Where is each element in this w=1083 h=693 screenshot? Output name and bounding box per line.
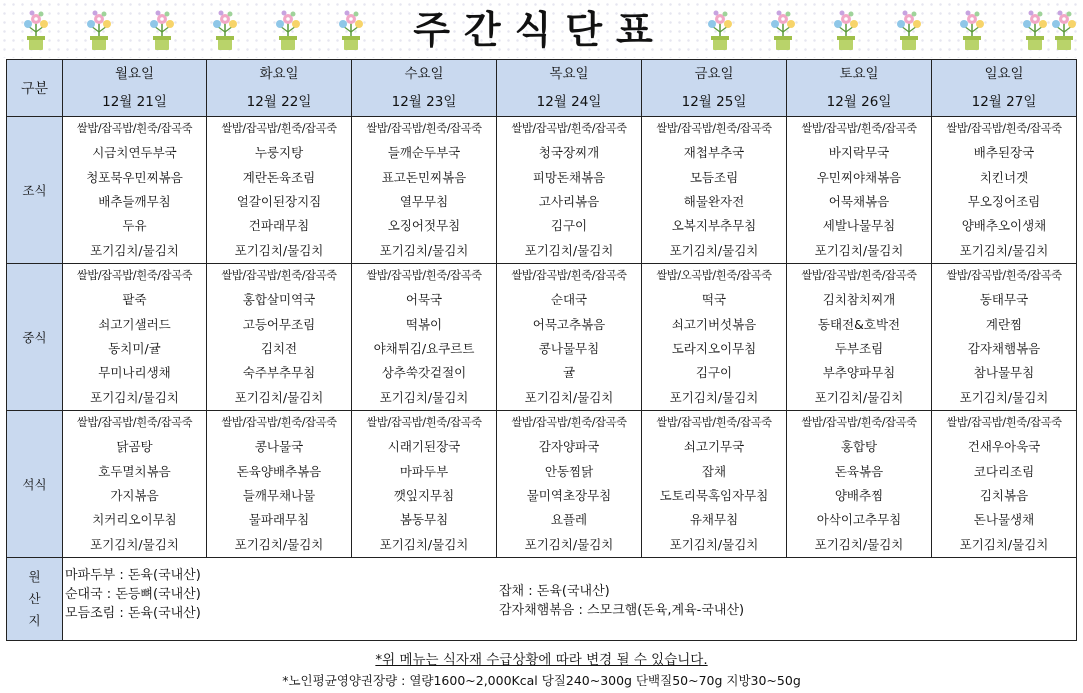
menu-item: 피망돈채볶음 [532, 169, 606, 185]
day-header [352, 60, 497, 117]
rice-option: 쌀밥/잡곡밥/흰죽/잡곡죽 [656, 416, 772, 430]
meal-label: 석식 [7, 411, 63, 558]
meal-cell [787, 411, 932, 558]
menu-item: 포기김치/물김치 [669, 242, 759, 258]
rice-option: 쌀밥/잡곡밥/흰죽/잡곡죽 [946, 416, 1062, 430]
menu-item: 감자양파국 [538, 439, 600, 455]
menu-item: 건새우아욱국 [967, 439, 1041, 455]
menu-item: 도토리묵혹임자무침 [659, 488, 769, 503]
menu-item: 배추된장국 [973, 145, 1035, 161]
menu-item: 순대국 [550, 292, 588, 308]
rice-option: 쌀밥/잡곡밥/흰죽/잡곡죽 [366, 269, 482, 283]
menu-item: 요플레 [550, 512, 588, 528]
origin-label [7, 558, 63, 641]
rice-option: 쌀밥/잡곡밥/흰죽/잡곡죽 [511, 269, 627, 283]
menu-item: 포기김치/물김치 [524, 536, 614, 552]
meal-cell [642, 117, 787, 264]
menu-item: 우민찌야채볶음 [816, 169, 902, 185]
menu-item: 열무무침 [399, 194, 449, 209]
day-header [932, 60, 1077, 117]
flower-pot-icon [832, 8, 860, 52]
meal-cell [642, 411, 787, 558]
menu-item: 상추쑥갓겉절이 [381, 365, 467, 381]
menu-item: 어묵채볶음 [828, 194, 890, 209]
menu-change-notice: *위 메뉴는 식자재 수급상황에 따라 변경 될 수 있습니다. [375, 652, 708, 668]
day-name: 화요일 [259, 66, 299, 82]
menu-item: 오징어젓무침 [387, 218, 461, 234]
menu-item: 청국장찌개 [538, 145, 600, 161]
origin-entry: 잡채 : 돈육(국내산) [499, 584, 610, 599]
menu-item: 계란돈육조림 [242, 169, 316, 185]
meal-cell [63, 411, 207, 558]
menu-item: 쇠고기샐러드 [98, 316, 171, 332]
corner-label: 구분 [7, 60, 63, 117]
menu-item: 돈육볶음 [834, 463, 884, 479]
menu-item: 치커리오이무침 [92, 512, 177, 528]
menu-item: 모듬조림 [689, 169, 739, 185]
meal-cell [932, 264, 1077, 411]
day-date: 12월 24일 [536, 94, 602, 110]
menu-item: 부추양파무침 [822, 365, 896, 381]
menu-item: 포기김치/물김치 [379, 242, 469, 258]
day-name: 월요일 [114, 66, 155, 82]
flower-pot-icon [337, 8, 365, 52]
menu-item: 바지락무국 [828, 145, 890, 161]
rice-option: 쌀밥/잡곡밥/흰죽/잡곡죽 [656, 122, 772, 136]
origin-entry: 모듬조림 : 돈육(국내산) [65, 606, 201, 621]
menu-item: 잡채 [701, 463, 727, 479]
flower-pot-icon [895, 8, 923, 52]
menu-item: 코다리조림 [973, 463, 1035, 479]
menu-item: 김치전 [260, 341, 298, 356]
meal-cell [497, 264, 642, 411]
menu-item: 포기김치/물김치 [234, 536, 324, 552]
menu-item: 아삭이고추무침 [816, 512, 902, 528]
menu-item: 안동찜닭 [544, 463, 594, 479]
day-name: 금요일 [694, 66, 734, 82]
menu-item: 포기김치/물김치 [90, 536, 179, 552]
menu-item: 포기김치/물김치 [669, 536, 759, 552]
meal-cell [497, 411, 642, 558]
flower-pot-icon [1050, 8, 1078, 52]
rice-option: 쌀밥/잡곡밥/흰죽/잡곡죽 [801, 416, 917, 430]
menu-item: 팥죽 [122, 292, 147, 308]
menu-item: 재첩부추국 [683, 145, 745, 161]
menu-item: 청포묵우민찌볶음 [86, 169, 183, 185]
day-date: 12월 23일 [391, 94, 457, 110]
meal-cell [932, 117, 1077, 264]
menu-item: 포기김치/물김치 [379, 389, 469, 405]
meal-cell [207, 411, 352, 558]
menu-item: 홍합탕 [840, 439, 878, 455]
menu-item: 떡볶이 [405, 316, 443, 332]
menu-item: 고사리볶음 [538, 194, 600, 209]
meal-cell [63, 117, 207, 264]
meal-cell [352, 264, 497, 411]
rice-option: 쌀밥/잡곡밥/흰죽/잡곡죽 [946, 122, 1062, 136]
meal-cell [63, 264, 207, 411]
meal-cell [787, 117, 932, 264]
menu-item: 무오징어조림 [967, 194, 1041, 209]
menu-item: 쇠고기버섯볶음 [671, 316, 757, 332]
menu-item: 건파래무침 [248, 218, 310, 234]
menu-item: 포기김치/물김치 [524, 242, 614, 258]
menu-item: 김치볶음 [979, 488, 1029, 503]
menu-item: 들깨순두부국 [387, 145, 461, 161]
flower-pot-icon [211, 8, 239, 52]
day-date: 12월 27일 [971, 94, 1037, 110]
day-header [497, 60, 642, 117]
meal-cell [642, 264, 787, 411]
menu-item: 야채튀김/요쿠르트 [373, 341, 475, 356]
menu-item: 포기김치/물김치 [379, 536, 469, 552]
menu-item: 마파두부 [399, 463, 449, 479]
day-header [207, 60, 352, 117]
menu-item: 양배추오이생채 [961, 218, 1047, 234]
menu-item: 포기김치/물김치 [524, 389, 614, 405]
rice-option: 쌀밥/잡곡밥/흰죽/잡곡죽 [801, 122, 917, 136]
origin-entry: 순대국 : 돈등뼈(국내산) [65, 587, 201, 602]
menu-item: 감자채햄볶음 [967, 341, 1041, 356]
origin-row [7, 558, 1077, 641]
meal-label: 중식 [7, 264, 63, 411]
menu-item: 쇠고기무국 [683, 439, 745, 455]
menu-item: 얼갈이된장지짐 [236, 194, 322, 209]
origin-label-char: 산 [28, 591, 41, 606]
day-header [642, 60, 787, 117]
origin-list-left [65, 566, 201, 623]
menu-item: 동치미/귤 [108, 341, 161, 356]
origin-label-char: 원 [28, 569, 41, 584]
menu-item: 김구이 [550, 218, 588, 234]
menu-item: 콩나물국 [254, 439, 304, 455]
rice-option: 쌀밥/잡곡밥/흰죽/잡곡죽 [221, 122, 337, 136]
meal-row [7, 117, 1077, 264]
meal-cell [932, 411, 1077, 558]
weekly-menu-table [6, 59, 1077, 641]
day-name: 토요일 [839, 66, 879, 82]
menu-item: 포기김치/물김치 [234, 389, 324, 405]
menu-item: 표고돈민찌볶음 [381, 169, 467, 185]
flower-pot-icon [274, 8, 302, 52]
menu-item: 해물완자전 [683, 194, 745, 209]
origin-label-char: 지 [28, 613, 41, 628]
menu-item: 계란찜 [985, 316, 1023, 332]
menu-item: 들깨무채나물 [242, 488, 316, 503]
origin-entry: 감자채햄볶음 : 스모크햄(돈육,계육-국내산) [499, 603, 745, 618]
menu-item: 고등어무조림 [242, 316, 316, 332]
menu-item: 숙주부추무침 [242, 365, 316, 381]
rice-option: 쌀밥/잡곡밥/흰죽/잡곡죽 [366, 122, 482, 136]
day-name: 수요일 [404, 66, 444, 82]
menu-item: 포기김치/물김치 [814, 389, 904, 405]
menu-item: 유채무침 [689, 512, 739, 528]
menu-item: 닭곰탕 [116, 439, 153, 455]
menu-item: 두부조림 [834, 341, 884, 356]
flower-pot-icon [148, 8, 176, 52]
day-name: 일요일 [984, 66, 1024, 82]
menu-item: 포기김치/물김치 [959, 242, 1049, 258]
menu-item: 누룽지탕 [254, 145, 304, 161]
menu-item: 포기김치/물김치 [234, 242, 324, 258]
menu-item: 포기김치/물김치 [814, 536, 904, 552]
meal-cell [207, 117, 352, 264]
meal-cell [352, 117, 497, 264]
meal-row [7, 264, 1077, 411]
menu-item: 떡국 [701, 292, 727, 308]
origin-entry: 마파두부 : 돈육(국내산) [65, 568, 201, 583]
menu-item: 시래기된장국 [387, 439, 461, 455]
menu-item: 무미나리생채 [98, 365, 171, 381]
day-header-row [7, 60, 1077, 117]
menu-item: 포기김치/물김치 [669, 389, 759, 405]
page-header [0, 0, 1083, 58]
menu-item: 물미역초장무침 [526, 488, 612, 503]
menu-item: 호두멸치볶음 [98, 463, 171, 479]
menu-item: 도라지오이무침 [671, 341, 757, 356]
flower-pot-icon [85, 8, 113, 52]
day-date: 12월 26일 [826, 94, 892, 110]
rice-option: 쌀밥/잡곡밥/흰죽/잡곡죽 [221, 269, 337, 283]
day-header [63, 60, 207, 117]
flower-pot-icon [769, 8, 797, 52]
menu-item: 가지볶음 [110, 488, 159, 503]
menu-item: 김구이 [695, 365, 733, 381]
rice-option: 쌀밥/잡곡밥/흰죽/잡곡죽 [221, 416, 337, 430]
menu-item: 시금치연두부국 [92, 145, 177, 161]
menu-item: 동태전&호박전 [817, 316, 901, 332]
day-name: 목요일 [549, 66, 589, 82]
day-date: 12월 22일 [246, 94, 312, 110]
menu-item: 치킨너겟 [979, 169, 1029, 185]
menu-item: 포기김치/물김치 [814, 242, 904, 258]
menu-item: 배추들깨무침 [98, 194, 171, 209]
menu-item: 동태무국 [979, 292, 1029, 308]
menu-item: 포기김치/물김치 [90, 242, 179, 258]
menu-item: 물파래무침 [248, 512, 310, 528]
nutrition-guideline: *노인평균영양권장량 : 열량1600~2,000Kcal 당질240~300g 단백질50~70g 지방30~50g [282, 673, 801, 688]
day-date: 12월 25일 [681, 94, 747, 110]
origin-list-right [499, 582, 744, 620]
menu-item: 참나물무침 [973, 365, 1035, 381]
menu-item: 세발나물무침 [822, 218, 896, 234]
rice-option: 쌀밥/잡곡밥/흰죽/잡곡죽 [511, 122, 627, 136]
rice-option: 쌀밥/잡곡밥/흰죽/잡곡죽 [511, 416, 627, 430]
origin-details [63, 558, 1077, 641]
menu-item: 오복지부추무침 [671, 218, 757, 234]
day-date: 12월 21일 [102, 94, 167, 110]
flower-pot-icon [1021, 8, 1049, 52]
menu-item: 봄동무침 [399, 512, 449, 528]
menu-item: 포기김치/물김치 [959, 389, 1049, 405]
day-header [787, 60, 932, 117]
menu-item: 귤 [562, 365, 576, 381]
meal-cell [207, 264, 352, 411]
meal-label: 조식 [7, 117, 63, 264]
flower-pot-icon [706, 8, 734, 52]
menu-item: 홍합살미역국 [242, 292, 316, 308]
menu-item: 양배추찜 [834, 488, 884, 503]
rice-option: 쌀밥/잡곡밥/흰죽/잡곡죽 [76, 416, 193, 430]
rice-option: 쌀밥/잡곡밥/흰죽/잡곡죽 [76, 269, 193, 283]
flower-pot-icon [958, 8, 986, 52]
meal-cell [787, 264, 932, 411]
meal-cell [497, 117, 642, 264]
menu-item: 어묵고추볶음 [532, 316, 606, 332]
menu-item: 포기김치/물김치 [959, 536, 1049, 552]
flower-pot-icon [22, 8, 50, 52]
rice-option: 쌀밥/오곡밥/흰죽/잡곡죽 [656, 269, 772, 283]
meal-row [7, 411, 1077, 558]
rice-option: 쌀밥/잡곡밥/흰죽/잡곡죽 [76, 122, 193, 136]
menu-item: 두유 [122, 218, 147, 234]
menu-item: 포기김치/물김치 [90, 389, 179, 405]
menu-item: 돈육양배추볶음 [236, 463, 322, 479]
menu-item: 깻잎지무침 [393, 488, 455, 503]
menu-item: 콩나물무침 [538, 341, 600, 356]
rice-option: 쌀밥/잡곡밥/흰죽/잡곡죽 [946, 269, 1062, 283]
rice-option: 쌀밥/잡곡밥/흰죽/잡곡죽 [801, 269, 917, 283]
menu-item: 김치참치찌개 [822, 292, 896, 308]
meal-cell [352, 411, 497, 558]
page-title: 주간식단표 [413, 8, 667, 52]
menu-item: 돈나물생채 [973, 512, 1035, 528]
rice-option: 쌀밥/잡곡밥/흰죽/잡곡죽 [366, 416, 482, 430]
menu-item: 어묵국 [405, 292, 443, 308]
